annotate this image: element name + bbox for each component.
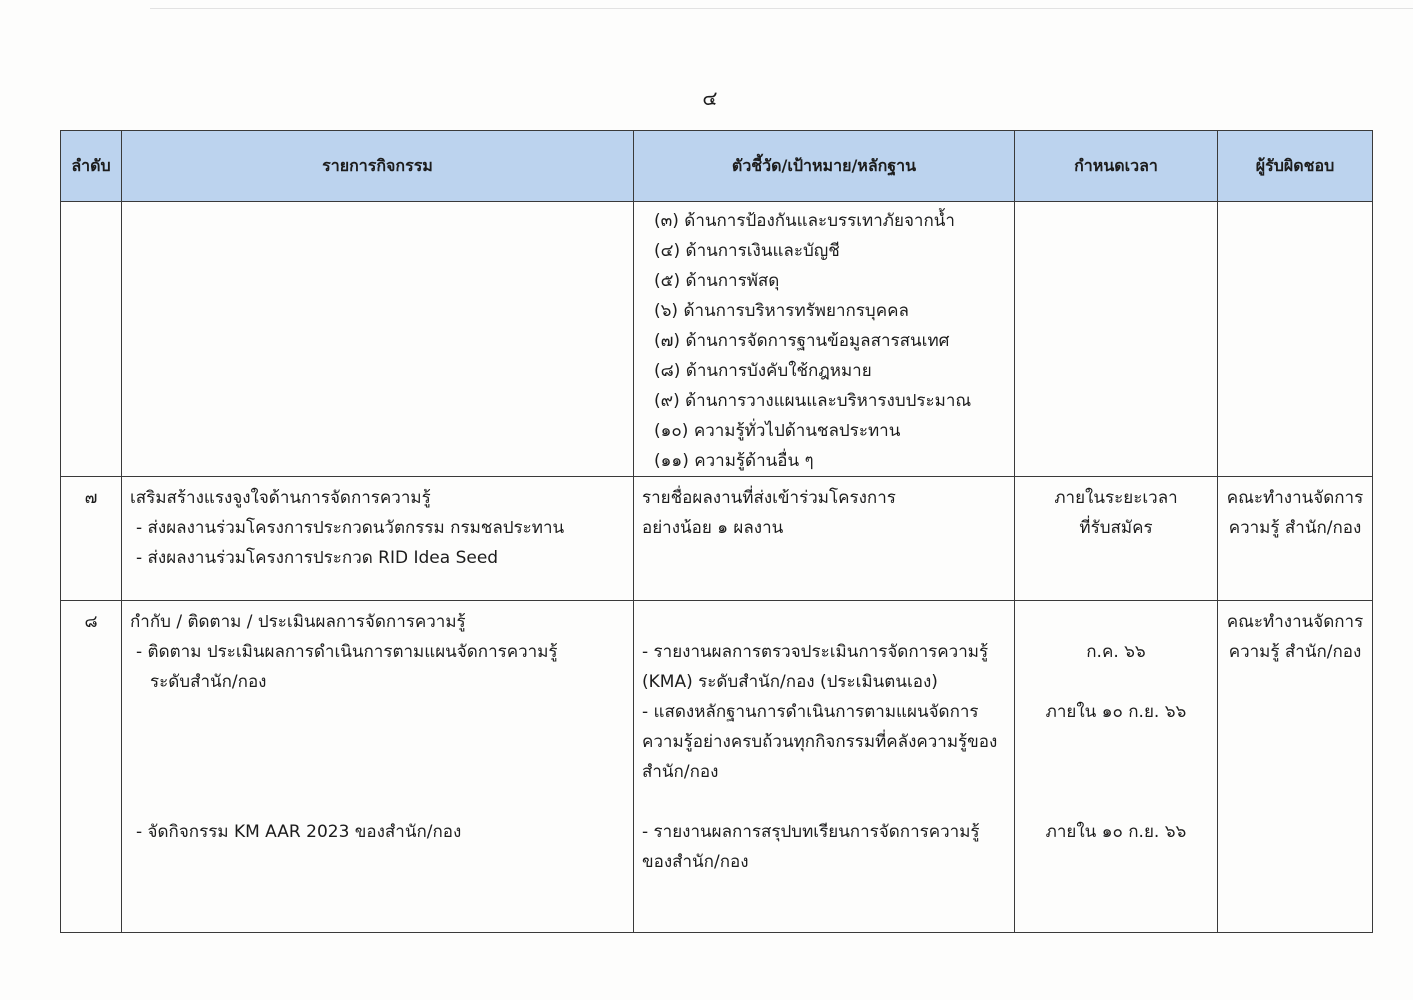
header-deadline: กำหนดเวลา [1015, 131, 1218, 202]
top-edge-line [150, 8, 1413, 9]
indicator-text: ของสำนัก/กอง [642, 852, 749, 872]
cell-activity [122, 202, 634, 477]
activity-sub-item: - ส่งผลงานร่วมโครงการประกวดนวัตกรรม กรมชลประทาน [136, 518, 565, 538]
cell-no [61, 202, 122, 477]
table-row-continuation [61, 202, 1373, 477]
activity-sub-item: - จัดกิจกรรม KM AAR 2023 ของสำนัก/กอง [136, 822, 462, 842]
deadline-cell [1015, 477, 1218, 601]
row-number: ๘ [61, 601, 122, 933]
indicator-text: - รายงานผลการสรุปบทเรียนการจัดการความรู้ [642, 822, 980, 842]
responsible-cell [1218, 477, 1373, 601]
row-number: ๗ [61, 477, 122, 601]
header-indicator: ตัวชี้วัด/เป้าหมาย/หลักฐาน [634, 131, 1015, 202]
activity-sub-item-cont: ระดับสำนัก/กอง [150, 672, 267, 692]
list-item: (๔) ด้านการเงินและบัญชี [654, 241, 840, 261]
deadline-text: ที่รับสมัคร [1079, 518, 1153, 538]
list-item: (๘) ด้านการบังคับใช้กฎหมาย [654, 361, 872, 381]
table-header-row [61, 131, 1373, 202]
header-no: ลำดับ [61, 131, 122, 202]
activity-title: เสริมสร้างแรงจูงใจด้านการจัดการความรู้ [130, 488, 431, 508]
indicator-text: (KMA) ระดับสำนัก/กอง (ประเมินตนเอง) [642, 672, 938, 692]
list-item: (๓) ด้านการป้องกันและบรรเทาภัยจากน้ำ [654, 211, 955, 231]
responsible-text: ความรู้ สำนัก/กอง [1228, 518, 1362, 538]
activity-cell [122, 601, 634, 933]
indicator-cell [634, 477, 1015, 601]
indicator-text: - รายงานผลการตรวจประเมินการจัดการความรู้ [642, 642, 989, 662]
responsible-text: คณะทำงานจัดการ [1226, 488, 1364, 508]
deadline-text: ภายใน ๑๐ ก.ย. ๖๖ [1045, 822, 1187, 842]
responsible-text: ความรู้ สำนัก/กอง [1228, 642, 1362, 662]
cell-responsible [1218, 202, 1373, 477]
indicator-text: สำนัก/กอง [642, 762, 719, 782]
responsible-text: คณะทำงานจัดการ [1226, 612, 1364, 632]
list-item: (๑๐) ความรู้ทั่วไปด้านชลประทาน [654, 421, 901, 441]
activity-sub-item: - ส่งผลงานร่วมโครงการประกวด RID Idea Seed [136, 548, 499, 568]
indicator-text: ความรู้อย่างครบถ้วนทุกกิจกรรมที่คลังความรู้ของ [642, 732, 998, 752]
header-activity: รายการกิจกรรม [122, 131, 634, 202]
deadline-text: ภายในระยะเวลา [1054, 488, 1178, 508]
deadline-text: ภายใน ๑๐ ก.ย. ๖๖ [1045, 702, 1187, 722]
deadline-text: ก.ค. ๖๖ [1086, 642, 1146, 662]
page-number: ๔ [702, 86, 718, 110]
deadline-cell [1015, 601, 1218, 933]
cell-deadline [1015, 202, 1218, 477]
header-responsible: ผู้รับผิดชอบ [1218, 131, 1373, 202]
indicator-text: รายชื่อผลงานที่ส่งเข้าร่วมโครงการ [642, 488, 896, 508]
list-item: (๗) ด้านการจัดการฐานข้อมูลสารสนเทศ [654, 331, 950, 351]
cell-indicator-list [634, 202, 1015, 477]
indicator-text: อย่างน้อย ๑ ผลงาน [642, 518, 784, 538]
table-row-8 [61, 601, 1373, 933]
list-item: (๑๑) ความรู้ด้านอื่น ๆ [654, 451, 814, 471]
responsible-cell [1218, 601, 1373, 933]
list-item: (๖) ด้านการบริหารทรัพยากรบุคคล [654, 301, 909, 321]
indicator-cell [634, 601, 1015, 933]
activity-cell [122, 477, 634, 601]
activity-plan-table [60, 130, 1373, 933]
list-item: (๕) ด้านการพัสดุ [654, 271, 780, 291]
activity-title: กำกับ / ติดตาม / ประเมินผลการจัดการความรู้ [130, 612, 466, 632]
list-item: (๙) ด้านการวางแผนและบริหารงบประมาณ [654, 391, 972, 411]
activity-sub-item: - ติดตาม ประเมินผลการดำเนินการตามแผนจัดการความรู้ [136, 642, 558, 662]
indicator-text: - แสดงหลักฐานการดำเนินการตามแผนจัดการ [642, 702, 979, 722]
table-row-7 [61, 477, 1373, 601]
